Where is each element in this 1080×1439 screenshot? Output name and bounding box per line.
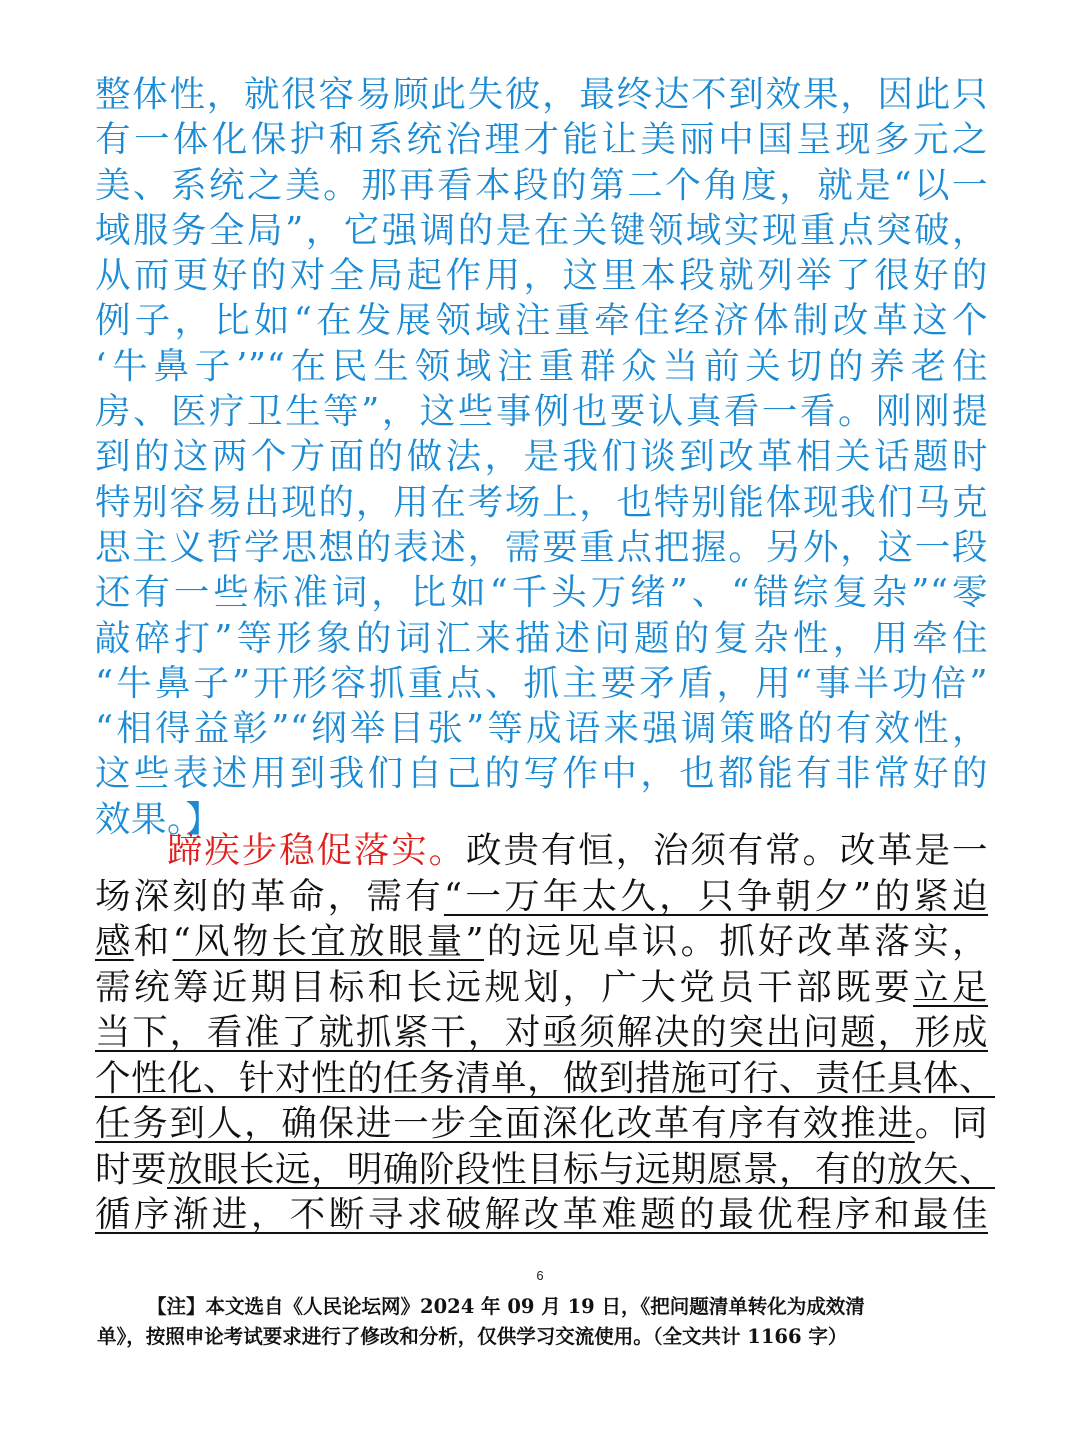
- paragraph-line: [95, 1010, 988, 1056]
- paragraph-line: [95, 1192, 988, 1238]
- commentary-line: 还有一些标准词，比如“千头万绪”、“错综复杂”“零: [95, 572, 988, 614]
- paragraph-line: [95, 1147, 996, 1193]
- commentary-line: 域服务全局”，它强调的是在关键领域实现重点突破，: [95, 209, 988, 251]
- underlined-text: 放眼长远，明确阶段性目标与远期愿景，有的放矢、: [167, 1148, 996, 1190]
- commentary-line: 整体性，就很容易顾此失彼，最终达不到效果，因此只: [95, 74, 988, 115]
- text-run: 的远见卓识。抓好改革落实，: [484, 921, 988, 962]
- page-number: 6: [536, 1268, 544, 1283]
- underlined-text: 感: [95, 921, 134, 962]
- underlined-text: 当下，看准了就抓紧干，对亟须解决的突出问题，形成: [95, 1012, 988, 1053]
- commentary-block: [95, 72, 988, 842]
- main-paragraph: [95, 828, 996, 1238]
- commentary-line: 美、系统之美。那再看本段的第二个角度，就是“以一: [95, 164, 988, 206]
- underlined-text: “风物长宜放眼量”: [172, 921, 484, 962]
- commentary-line: ‘牛鼻子’”“在民生领域注重群众当前关切的养老住: [95, 345, 988, 387]
- commentary-line: 特别容易出现的，用在考场上，也特别能体现我们马克: [95, 481, 988, 523]
- commentary-line: 有一体化保护和系统治理才能让美丽中国呈现多元之: [95, 119, 988, 161]
- commentary-line: “牛鼻子”开形容抓重点、抓主要矛盾，用“事半功倍”: [95, 662, 988, 704]
- paragraph-line: [95, 874, 988, 920]
- source-note: [97, 1292, 990, 1352]
- underlined-text: 立足: [913, 966, 988, 1008]
- paragraph-line: [95, 1101, 988, 1147]
- text-run: 场深刻的革命，需有: [95, 875, 444, 917]
- commentary-line: 这些表述用到我们自己的写作中，也都能有非常好的: [95, 753, 988, 795]
- underlined-text: “一万年太久，只争朝夕”的紧迫: [443, 875, 988, 917]
- text-run: 。同: [914, 1103, 988, 1144]
- underlined-text: 任务到人，确保进一步全面深化改革有序有效推进: [95, 1103, 915, 1144]
- paragraph-line: [95, 1056, 996, 1102]
- paragraph-line: [95, 828, 988, 874]
- note-line: 【注】本文选自《人民论坛网》2024 年 09 月 19 日，《把问题清单转化为成效清: [147, 1295, 865, 1318]
- commentary-line: 敲碎打”等形象的词汇来描述问题的复杂性，用牵住: [95, 617, 988, 659]
- text-run: 时要: [95, 1148, 168, 1190]
- note-line: 单》，按照申论考试要求进行了修改和分析，仅供学习交流使用。（全文共计 1166 字）: [97, 1325, 848, 1348]
- commentary-line: 思主义哲学思想的表述，需要重点把握。另外，这一段: [95, 526, 988, 568]
- text-run: 需统筹近期目标和长远规划，广大党员干部既要: [95, 966, 914, 1008]
- text-run: 和: [133, 921, 173, 962]
- commentary-line: 例子，比如“在发展领域注重牵住经济体制改革这个: [95, 300, 988, 342]
- commentary-line: 到的这两个方面的做法，是我们谈到改革相关话题时: [95, 436, 988, 478]
- paragraph-line: [95, 965, 988, 1011]
- commentary-line: 房、医疗卫生等”，这些事例也要认真看一看。刚刚提: [95, 391, 988, 433]
- text-run: 政贵有恒，治须有常。改革是一: [466, 830, 988, 871]
- commentary-line: “相得益彰”“纲举目张”等成语来强调策略的有效性，: [95, 708, 988, 750]
- section-heading: 蹄疾步稳促落实。: [167, 830, 467, 871]
- commentary-line-last: 效果。】: [95, 798, 222, 840]
- underlined-text: 循序渐进，不断寻求破解改革难题的最优程序和最佳: [95, 1194, 988, 1235]
- underlined-text: 个性化、针对性的任务清单，做到措施可行、责任具体、: [95, 1057, 996, 1099]
- paragraph-line: [95, 919, 988, 965]
- commentary-line: 从而更好的对全局起作用，这里本段就列举了很好的: [95, 255, 988, 297]
